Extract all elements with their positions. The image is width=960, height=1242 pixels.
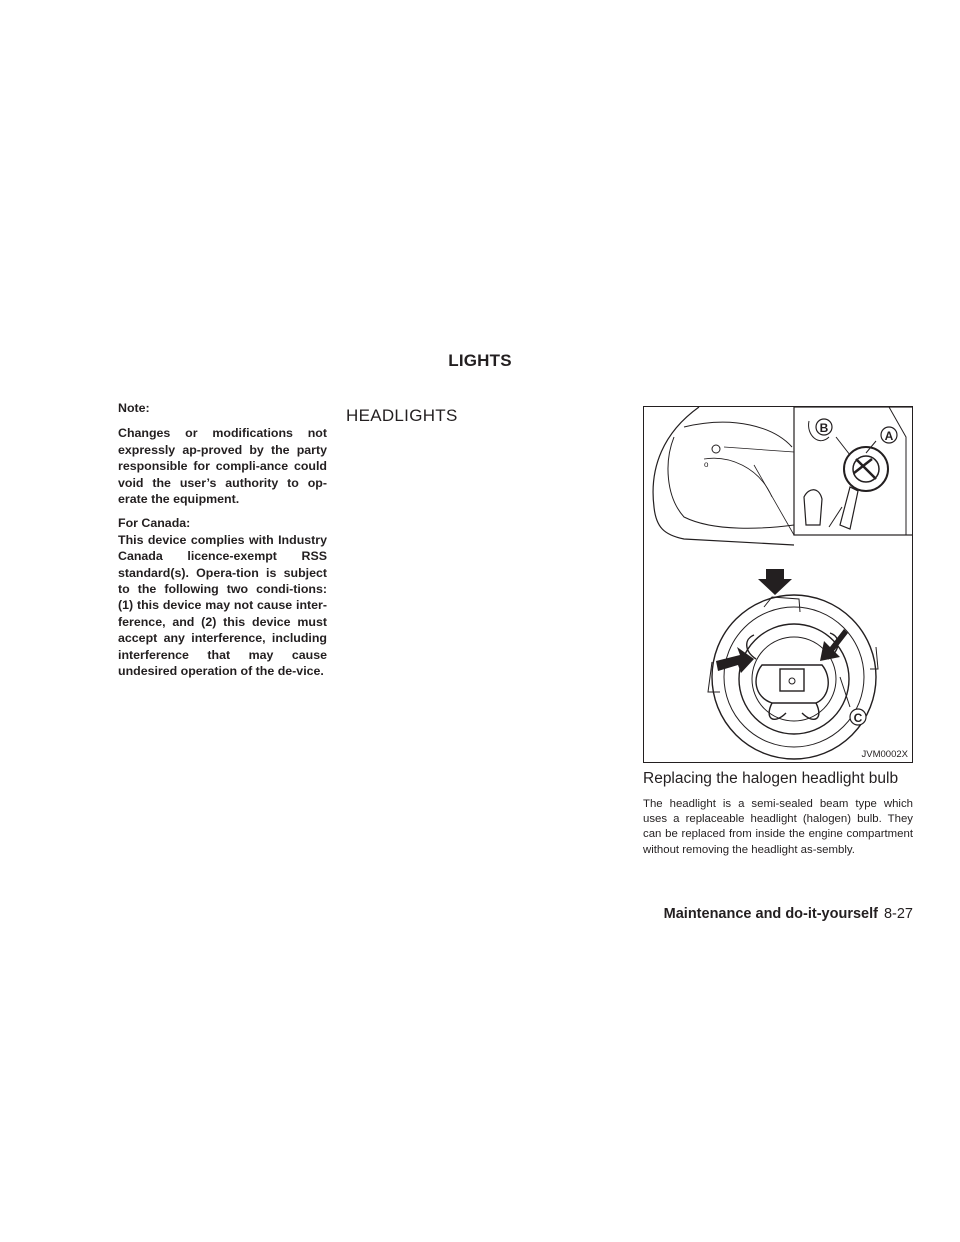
leader-line <box>754 465 794 535</box>
headlight-bulb-figure <box>643 406 913 763</box>
section-title: LIGHTS <box>448 351 512 370</box>
footer-section: Maintenance and do-it-yourself <box>663 906 878 922</box>
callout-b <box>816 419 832 435</box>
headlight-illustration <box>644 407 913 763</box>
socket-detail <box>708 595 878 759</box>
page-number: 8-27 <box>883 906 913 922</box>
replacing-bulb-body: The headlight is a semi-sealed beam type which uses a replaceable headlight (halogen) bulb. They can be replaced from inside the engine compartment without removing the headlight as-sembly. <box>643 798 913 856</box>
housing-outline <box>653 407 794 545</box>
leader-line <box>724 447 794 452</box>
canada-body: This device complies with Industry Canada licence-exempt RSS standard(s). Opera-tion is subject to the following two condi-tions: (1) this device may not cause inter-ference, and (2) this device must accept any interference, including interference that may cause undesired operation of the de-vice. <box>118 532 327 679</box>
canada-heading: For Canada: <box>118 516 191 531</box>
svg-text:A: A <box>884 429 894 443</box>
bulb-icon <box>804 490 822 525</box>
mount-hole-icon <box>712 445 720 453</box>
svg-text:B: B <box>819 421 829 435</box>
callout-c <box>850 709 866 725</box>
reflector-curve <box>704 458 772 497</box>
page-footer <box>664 906 913 922</box>
left-column <box>118 400 327 688</box>
note-heading: Note: <box>118 401 150 415</box>
housing-top-curve <box>684 422 792 447</box>
down-arrow-icon <box>758 569 792 595</box>
svg-text:o: o <box>704 460 709 469</box>
callout-a <box>881 427 897 443</box>
figure-code: JVM0002X <box>861 749 908 760</box>
svg-text:C: C <box>853 711 863 725</box>
note-body: Changes or modifications not expressly ap-proved by the party responsible for compli-ance could void the user’s authority to op-erate the equipment. <box>118 426 327 507</box>
replacing-bulb-heading: Replacing the halogen headlight bulb <box>643 770 899 787</box>
headlights-heading: HEADLIGHTS <box>346 406 458 425</box>
